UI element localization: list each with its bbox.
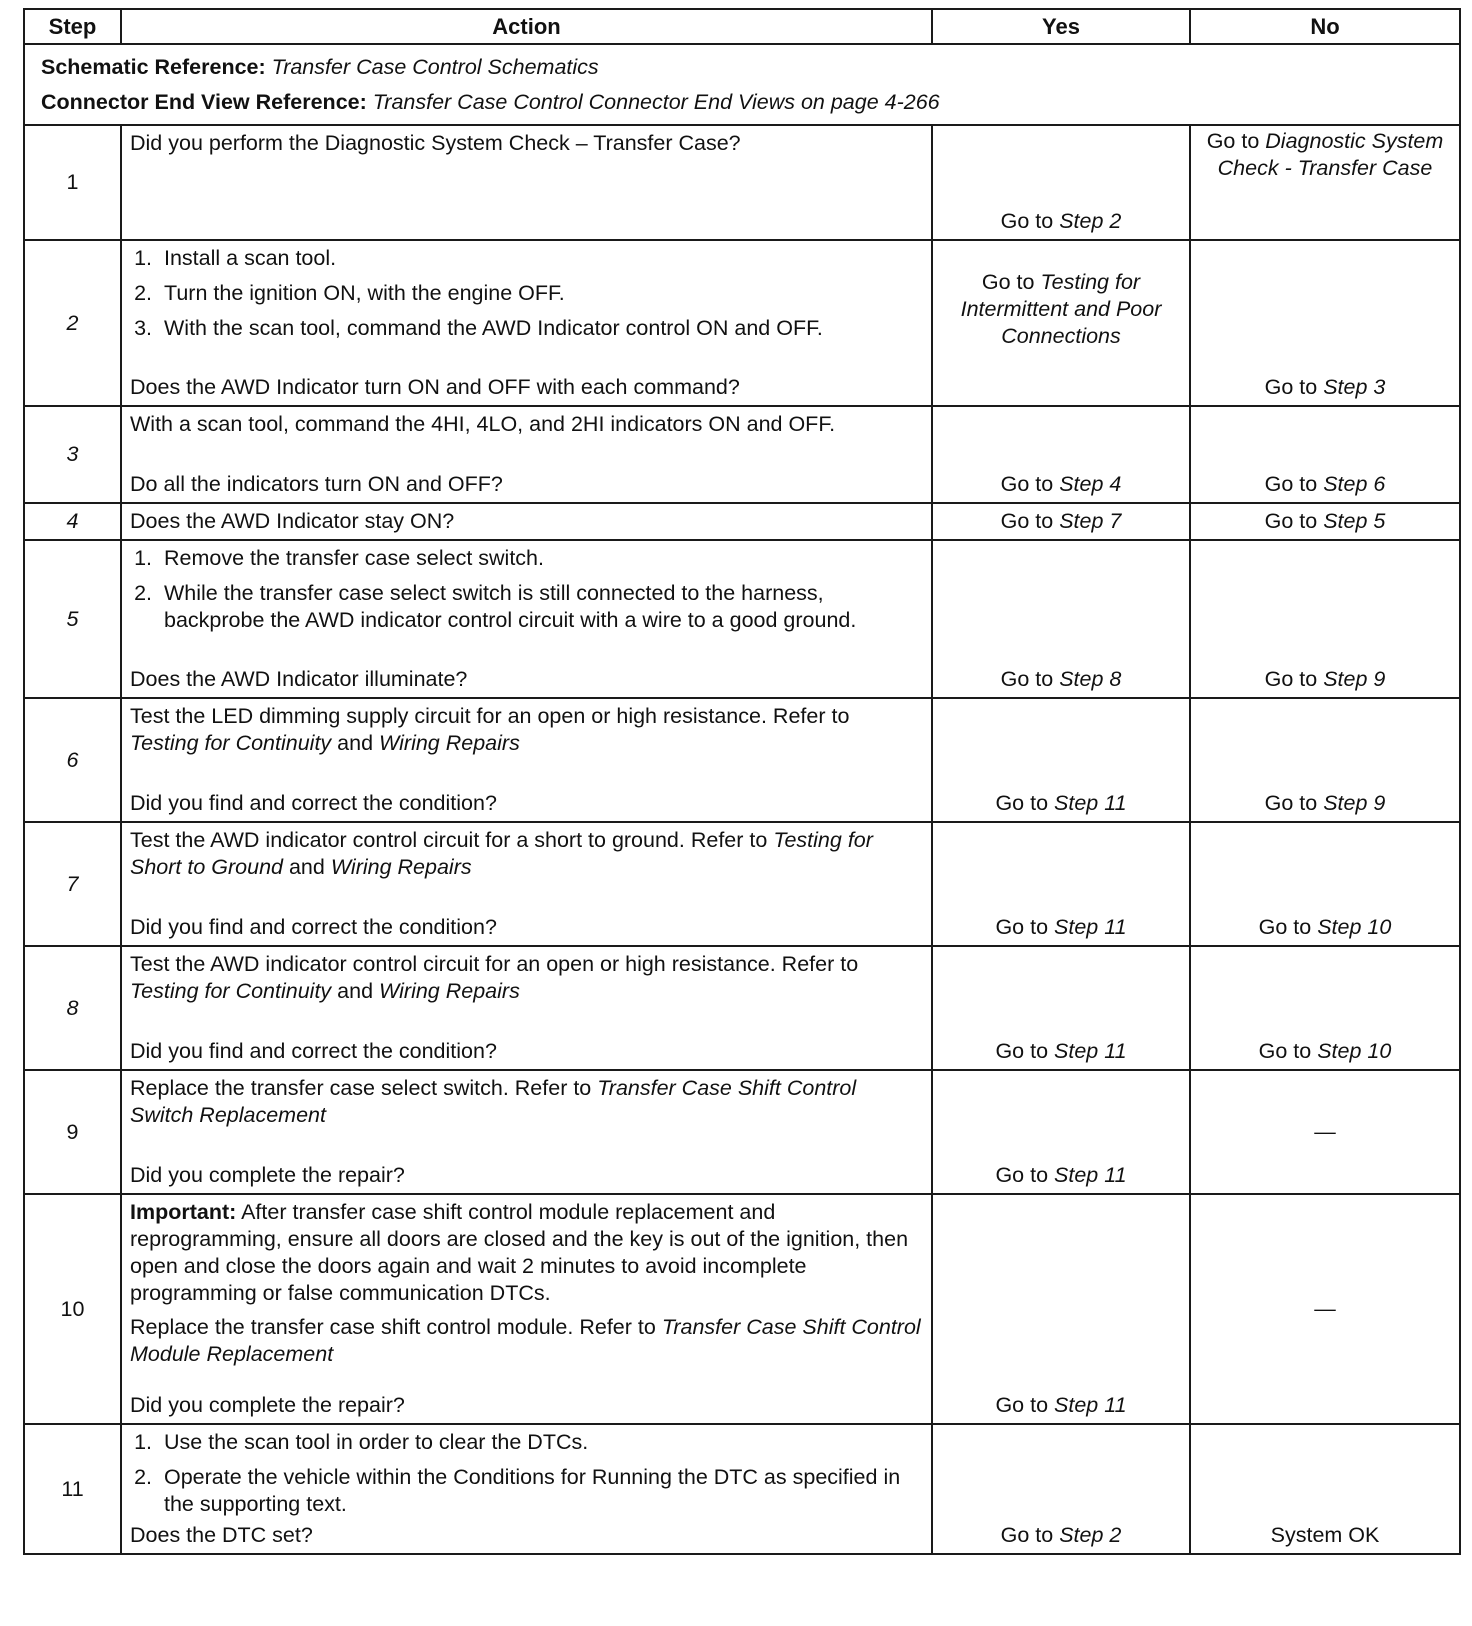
instruction-lead: Test the AWD indicator control circuit for a short to ground. Refer to	[130, 828, 768, 852]
instruction-lead: Test the AWD indicator control circuit for an open or high resistance. Refer to	[130, 952, 859, 976]
step-number: 7	[24, 822, 121, 946]
yes-goto[interactable]	[933, 914, 1189, 941]
yes-cell	[932, 698, 1190, 822]
table-row	[24, 240, 1460, 406]
no-dash: —	[1314, 1119, 1336, 1144]
schematic-reference-link[interactable]: Transfer Case Control Schematics	[271, 55, 599, 79]
yes-ref-link[interactable]: Testing for Intermittent and Poor Connections	[960, 270, 1162, 348]
step-number: 8	[24, 946, 121, 1070]
step-number: 9	[24, 1070, 121, 1194]
conjunction: and	[337, 731, 374, 755]
question-text: Do all the indicators turn ON and OFF?	[130, 472, 503, 496]
instruction-list	[130, 245, 921, 342]
list-item: 1. Remove the transfer case select switch.	[158, 545, 921, 572]
yes-goto[interactable]	[933, 1038, 1189, 1065]
table-row	[24, 503, 1460, 540]
no-step-link[interactable]: Step 10	[1317, 1039, 1392, 1063]
yes-step-link[interactable]: Step 2	[1059, 209, 1122, 233]
instruction-lead: Replace the transfer case select switch. Refer to	[130, 1076, 592, 1100]
question-text: Does the AWD Indicator stay ON?	[130, 509, 455, 533]
header-action: Action	[121, 9, 932, 44]
action-cell	[121, 503, 932, 540]
action-cell	[121, 1070, 932, 1194]
table-row	[24, 822, 1460, 946]
question-text: Did you complete the repair?	[130, 1163, 405, 1187]
goto-label: Go to	[1000, 509, 1054, 533]
goto-label: Go to	[1258, 915, 1312, 939]
connector-reference-label: Connector End View Reference:	[41, 90, 367, 114]
step-number: 2	[24, 240, 121, 406]
reference-link[interactable]: Wiring Repairs	[379, 731, 520, 755]
question-text: Does the DTC set?	[130, 1523, 313, 1547]
yes-cell	[932, 125, 1190, 240]
yes-cell	[932, 406, 1190, 503]
goto-label: Go to	[1264, 509, 1318, 533]
instruction-text	[130, 827, 921, 888]
diagnostic-table	[23, 8, 1461, 1555]
table-row	[24, 406, 1460, 503]
no-cell	[1190, 240, 1460, 406]
header-step: Step	[24, 9, 121, 44]
yes-step-link[interactable]: Step 11	[1054, 1393, 1127, 1417]
question-text: Did you find and correct the condition?	[130, 791, 497, 815]
yes-goto[interactable]	[933, 1522, 1189, 1549]
yes-cell	[932, 946, 1190, 1070]
action-cell	[121, 125, 932, 240]
goto-label: Go to	[1264, 472, 1318, 496]
no-cell	[1190, 125, 1460, 240]
goto-label: Go to	[1000, 472, 1054, 496]
header-no: No	[1190, 9, 1460, 44]
no-goto[interactable]	[1191, 1038, 1459, 1065]
no-goto[interactable]	[1191, 509, 1459, 534]
question-text: Did you find and correct the condition?	[130, 915, 497, 939]
goto-label: Go to	[1264, 375, 1318, 399]
instruction-lead: Test the LED dimming supply circuit for an open or high resistance. Refer to	[130, 704, 850, 728]
no-ref-link[interactable]: Diagnostic System Check - Transfer Case	[1217, 129, 1444, 180]
yes-goto[interactable]	[933, 1162, 1189, 1189]
no-cell	[1190, 503, 1460, 540]
no-goto[interactable]	[1191, 126, 1459, 182]
no-cell	[1190, 540, 1460, 698]
no-step-link[interactable]: Step 9	[1323, 667, 1386, 691]
goto-label: Go to	[1206, 129, 1260, 153]
step-number: 1	[24, 125, 121, 240]
no-result: System OK	[1270, 1523, 1380, 1547]
no-step-link[interactable]: Step 6	[1323, 472, 1386, 496]
yes-cell	[932, 540, 1190, 698]
goto-label: Go to	[995, 1039, 1049, 1063]
no-cell	[1190, 1424, 1460, 1554]
yes-step-link[interactable]: Step 11	[1054, 1039, 1127, 1063]
no-step-link[interactable]: Step 10	[1317, 915, 1392, 939]
yes-cell	[932, 1070, 1190, 1194]
table-row	[24, 698, 1460, 822]
no-step-link[interactable]: Step 3	[1323, 375, 1386, 399]
reference-link[interactable]: Wiring Repairs	[379, 979, 520, 1003]
step-number: 4	[24, 503, 121, 540]
important-label: Important:	[130, 1200, 237, 1224]
table-row	[24, 540, 1460, 698]
no-goto[interactable]	[1191, 471, 1459, 498]
action-cell	[121, 698, 932, 822]
yes-step-link[interactable]: Step 11	[1054, 1163, 1127, 1187]
goto-label: Go to	[995, 915, 1049, 939]
table-row	[24, 1070, 1460, 1194]
action-cell	[121, 540, 932, 698]
instruction-list	[130, 545, 921, 634]
conjunction: and	[288, 855, 325, 879]
goto-label: Go to	[995, 791, 1049, 815]
goto-label: Go to	[1000, 667, 1054, 691]
action-cell	[121, 822, 932, 946]
table-row	[24, 1424, 1460, 1554]
question-text: Did you complete the repair?	[130, 1393, 405, 1417]
question-text: Does the AWD Indicator illuminate?	[130, 667, 468, 691]
reference-link[interactable]: Testing for Short to Ground	[130, 828, 873, 879]
yes-goto[interactable]	[933, 241, 1189, 350]
goto-label: Go to	[1000, 1523, 1054, 1547]
yes-step-link[interactable]: Step 8	[1059, 667, 1122, 691]
action-cell	[121, 1424, 932, 1554]
list-item: 2. Turn the ignition ON, with the engine OFF.	[158, 280, 921, 307]
yes-step-link[interactable]: Step 7	[1059, 509, 1122, 533]
table-row	[24, 946, 1460, 1070]
goto-label: Go to	[1264, 667, 1318, 691]
instruction-text: With a scan tool, command the 4HI, 4LO, and 2HI indicators ON and OFF.	[130, 412, 836, 436]
action-cell	[121, 240, 932, 406]
step-number: 6	[24, 698, 121, 822]
yes-cell	[932, 1424, 1190, 1554]
no-goto[interactable]	[1191, 374, 1459, 401]
goto-label: Go to	[995, 1163, 1049, 1187]
goto-label: Go to	[1000, 209, 1054, 233]
important-text: After transfer case shift control module replacement and reprogramming, ensure all doors are closed and the key is out of the ignition, then open and close the doors again and wait 2 minutes to avoid incomplete programming or false communication DTCs.	[130, 1200, 909, 1305]
yes-step-link[interactable]: Step 4	[1059, 472, 1122, 496]
conjunction: and	[337, 979, 374, 1003]
yes-goto[interactable]	[933, 509, 1189, 534]
reference-link[interactable]: Wiring Repairs	[330, 855, 472, 879]
yes-cell	[932, 822, 1190, 946]
no-cell	[1190, 1070, 1460, 1194]
no-cell	[1190, 1194, 1460, 1424]
goto-label: Go to	[1258, 1039, 1312, 1063]
reference-cell	[24, 44, 1460, 125]
yes-cell	[932, 1194, 1190, 1424]
list-item: 2. While the transfer case select switch is still connected to the harness, backprobe the AWD indicator control circuit with a wire to a good ground.	[158, 580, 921, 634]
header-row	[24, 9, 1460, 44]
table-row	[24, 125, 1460, 240]
yes-step-link[interactable]: Step 11	[1054, 915, 1127, 939]
no-cell	[1190, 698, 1460, 822]
reference-link[interactable]: Testing for Continuity	[130, 731, 332, 755]
no-cell	[1190, 406, 1460, 503]
goto-label: Go to	[995, 1393, 1049, 1417]
list-item: 1. Install a scan tool.	[158, 245, 921, 272]
list-item: 1. Use the scan tool in order to clear the DTCs.	[158, 1429, 921, 1456]
yes-cell	[932, 503, 1190, 540]
yes-goto[interactable]	[933, 790, 1189, 817]
reference-link[interactable]: Transfer Case Shift Control Module Replacement	[130, 1315, 921, 1366]
schematic-reference	[41, 50, 1451, 85]
yes-goto[interactable]	[933, 208, 1189, 235]
no-cell	[1190, 822, 1460, 946]
action-cell	[121, 946, 932, 1070]
step-number: 11	[24, 1424, 121, 1554]
goto-label: Go to	[1264, 791, 1318, 815]
schematic-reference-label: Schematic Reference:	[41, 55, 266, 79]
connector-reference-link[interactable]: Transfer Case Control Connector End Views on page 4-266	[372, 90, 940, 114]
yes-step-link[interactable]: Step 2	[1059, 1523, 1122, 1547]
action-cell	[121, 406, 932, 503]
action-cell	[121, 1194, 932, 1424]
yes-step-link[interactable]: Step 11	[1054, 791, 1127, 815]
no-goto[interactable]	[1191, 914, 1459, 941]
step-number: 10	[24, 1194, 121, 1424]
no-cell	[1190, 946, 1460, 1070]
no-goto[interactable]	[1191, 666, 1459, 693]
goto-label: Go to	[981, 270, 1035, 294]
no-goto[interactable]	[1191, 790, 1459, 817]
header-yes: Yes	[932, 9, 1190, 44]
important-note	[130, 1199, 921, 1314]
reference-link[interactable]: Transfer Case Shift Control Switch Replacement	[130, 1076, 857, 1127]
instruction-text	[130, 1314, 921, 1375]
yes-cell	[932, 240, 1190, 406]
instruction-list	[130, 1429, 921, 1518]
reference-row	[24, 44, 1460, 125]
list-item: 2. Operate the vehicle within the Conditions for Running the DTC as specified in the supporting text.	[158, 1464, 921, 1518]
question-text: Does the AWD Indicator turn ON and OFF with each command?	[130, 375, 740, 399]
instruction-text	[130, 703, 921, 764]
list-item: 3. With the scan tool, command the AWD Indicator control ON and OFF.	[158, 315, 921, 342]
instruction-text	[130, 951, 921, 1012]
no-step-link[interactable]: Step 9	[1323, 791, 1386, 815]
no-step-link[interactable]: Step 5	[1323, 509, 1386, 533]
yes-goto[interactable]	[933, 1392, 1189, 1419]
instruction-lead: Replace the transfer case shift control module. Refer to	[130, 1315, 656, 1339]
connector-reference	[41, 85, 1451, 120]
reference-link[interactable]: Testing for Continuity	[130, 979, 332, 1003]
question-text: Did you perform the Diagnostic System Check – Transfer Case?	[130, 131, 741, 155]
yes-goto[interactable]	[933, 471, 1189, 498]
table-row	[24, 1194, 1460, 1424]
step-number: 3	[24, 406, 121, 503]
question-text: Did you find and correct the condition?	[130, 1039, 497, 1063]
step-number: 5	[24, 540, 121, 698]
no-dash: —	[1314, 1296, 1336, 1321]
instruction-text	[130, 1075, 921, 1136]
yes-goto[interactable]	[933, 666, 1189, 693]
